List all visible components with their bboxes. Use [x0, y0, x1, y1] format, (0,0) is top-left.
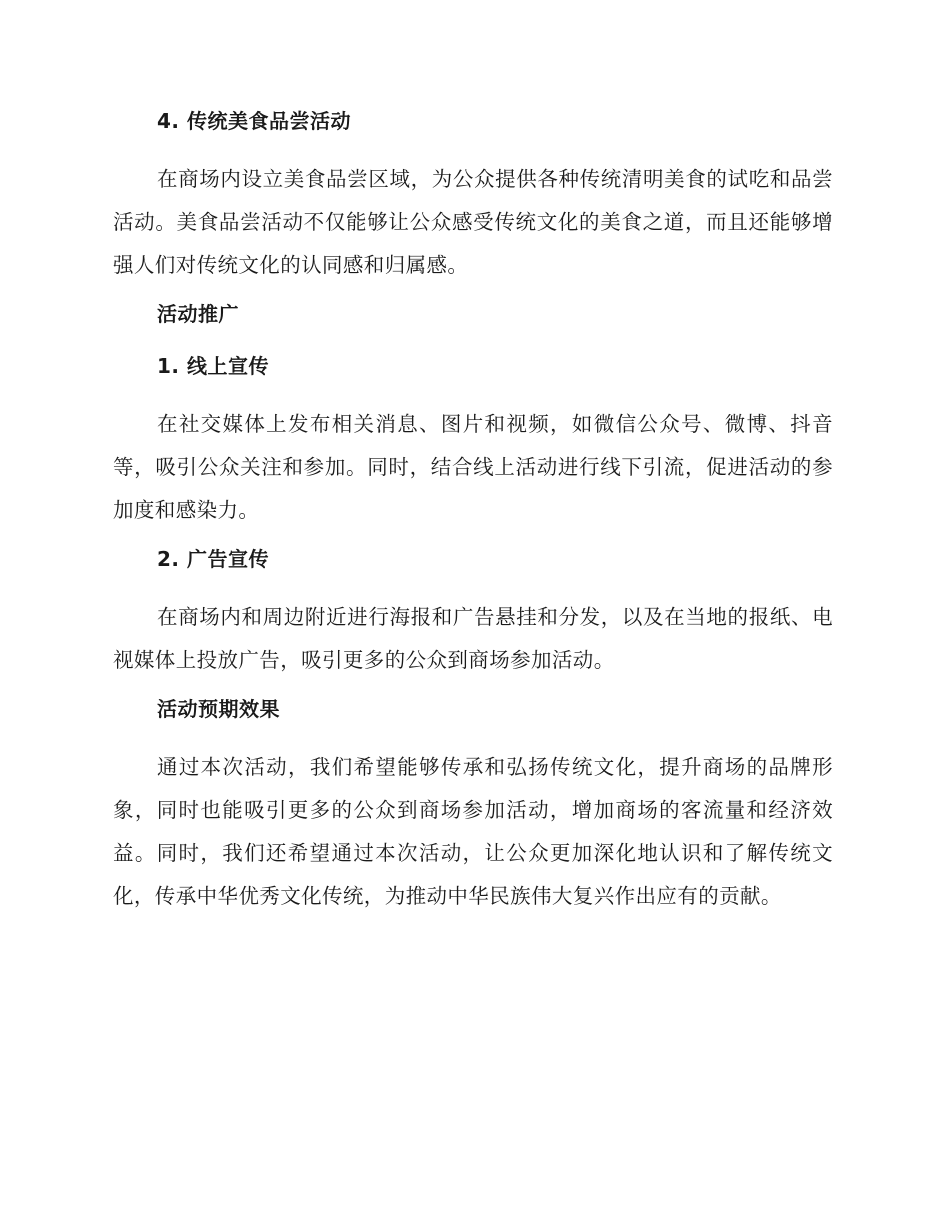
section-heading-online-promotion: 1. 线上宣传: [157, 354, 269, 378]
paragraph-food-tasting: 在商场内设立美食品尝区域，为公众提供各种传统清明美食的试吃和品尝活动。美食品尝活动不仅能够让公众感受传统文化的美食之道，而且还能够增强人们对传统文化的认同感和归属感。: [113, 167, 833, 277]
section-heading-promotion: 活动推广: [157, 302, 239, 326]
paragraph-online-promotion: 在社交媒体上发布相关消息、图片和视频，如微信公众号、微博、抖音等，吸引公众关注和参加。同时，结合线上活动进行线下引流，促进活动的参加度和感染力。: [113, 412, 833, 522]
section-heading-ad-promotion: 2. 广告宣传: [157, 547, 269, 571]
section-heading-food-tasting: 4. 传统美食品尝活动: [157, 109, 351, 133]
section-heading-expected-effects: 活动预期效果: [157, 697, 280, 721]
paragraph-ad-promotion: 在商场内和周边附近进行海报和广告悬挂和分发，以及在当地的报纸、电视媒体上投放广告，吸引更多的公众到商场参加活动。: [113, 605, 833, 672]
document-page: [113, 106, 833, 918]
paragraph-expected-effects: 通过本次活动，我们希望能够传承和弘扬传统文化，提升商场的品牌形象，同时也能吸引更多的公众到商场参加活动，增加商场的客流量和经济效益。同时，我们还希望通过本次活动，让公众更加深化地认识和了解传统文化，传承中华优秀文化传统，为推动中华民族伟大复兴作出应有的贡献。: [113, 755, 833, 908]
